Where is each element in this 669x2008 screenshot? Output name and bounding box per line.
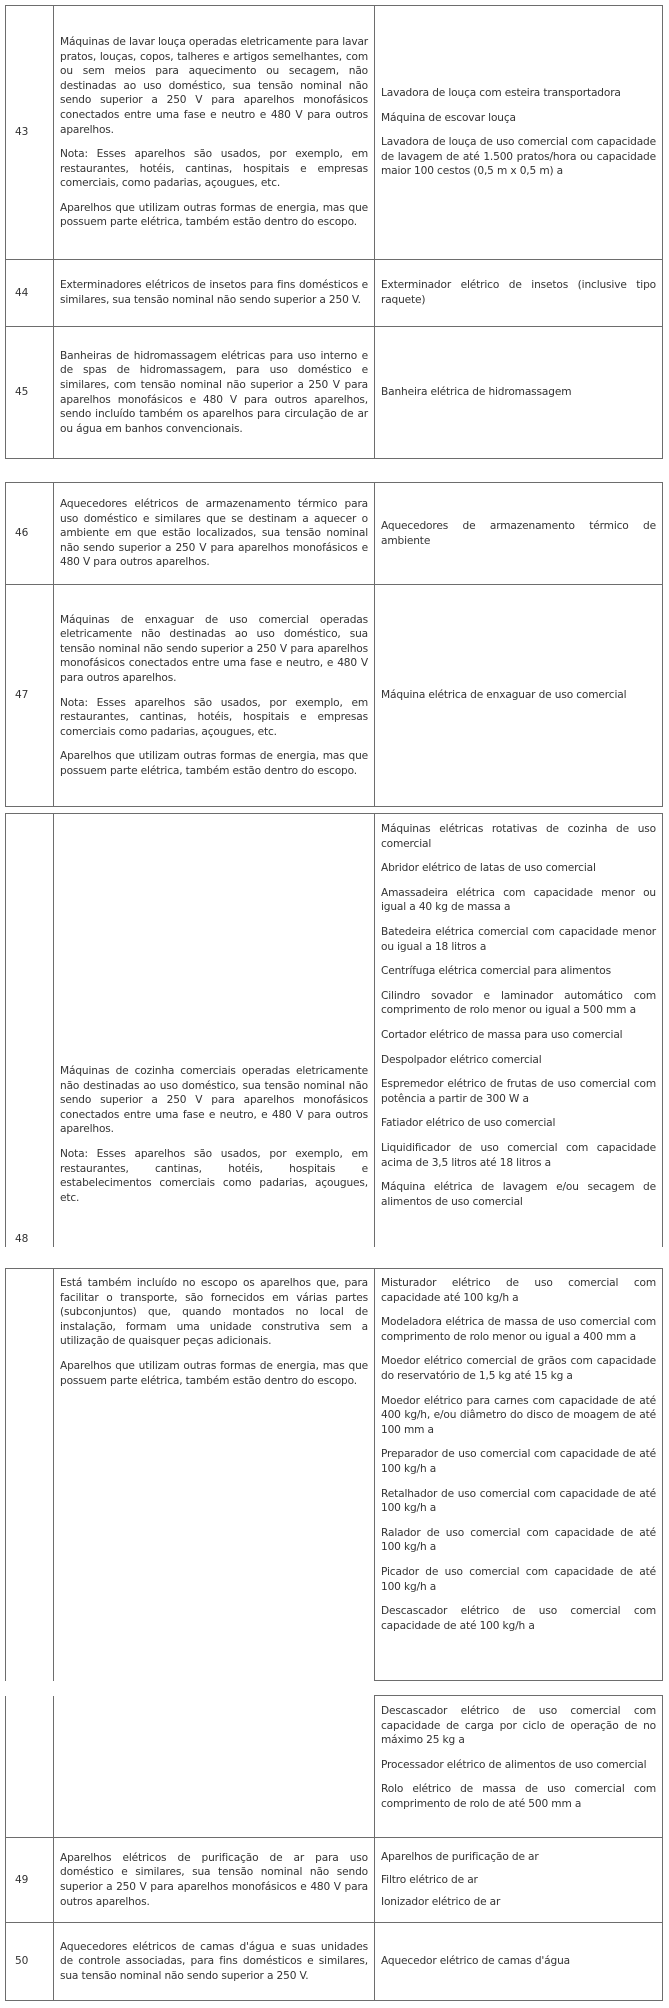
description-paragraph: Aparelhos elétricos de purificação de ar para uso doméstico e similares, sua tensão nominal não sendo superior a 250 V para aparelhos monofásicos e 480 V para outros aparelhos. [60,1851,368,1908]
row-number: 43 [6,6,54,260]
table-block-1 [5,5,663,459]
product-item: Modeladora elétrica de massa de uso comercial com comprimento de rolo menor ou igual a 400 mm a [381,1316,656,1343]
product-item: Despolpador elétrico comercial [381,1053,542,1066]
row-number: 47 [6,585,54,807]
row-number: 50 [6,1923,54,2001]
description-cell-empty [54,1696,375,1838]
product-item: Centrífuga elétrica comercial para alimentos [381,965,611,978]
product-item: Lavadora de louça de uso comercial com capacidade de lavagem de até 1.500 pratos/hora ou capacidade maior 100 cestos (0,5 m x 0,5 m) a [381,136,656,178]
product-item: Ralador de uso comercial com capacidade de até 100 kg/h a [381,1526,656,1554]
products-cell [375,6,663,260]
product-item: Cortador elétrico de massa para uso comercial [381,1028,623,1041]
table-row [6,260,663,327]
description-cell [54,1269,375,1681]
table-row [6,585,663,807]
row-number: 44 [6,260,54,327]
table-row [6,6,663,260]
table-row [6,327,663,459]
product-item: Exterminador elétrico de insetos (inclusive tipo raquete) [381,279,656,306]
description-paragraph: Aparelhos que utilizam outras formas de energia, mas que possuem parte elétrica, também estão dentro do escopo. [60,1359,368,1387]
product-item: Preparador de uso comercial com capacidade de até 100 kg/h a [381,1448,656,1475]
product-item: Batedeira elétrica comercial com capacidade menor ou igual a 18 litros a [381,925,656,953]
description-paragraph: Máquinas de cozinha comerciais operadas eletricamente não destinadas ao uso doméstico, sua tensão nominal não sendo superior a 250 V para aparelhos monofásicos conectados entre uma fase e neutro, e 480 V para outros aparelhos. [60,1065,368,1136]
description-paragraph: Máquinas de enxaguar de uso comercial operadas eletricamente não destinadas ao uso doméstico, sua tensão nominal não sendo superior a 250 V para aparelhos monofásicos conectados entre uma fase e neutro, e 480 V para outros aparelhos. [60,613,368,684]
description-cell [54,6,375,260]
product-item: Filtro elétrico de ar [381,1873,478,1886]
row-number: 45 [6,327,54,459]
product-item: Máquinas elétricas rotativas de cozinha de uso comercial [381,823,656,850]
description-paragraph: Aquecedores elétricos de armazenamento térmico para uso doméstico e similares que se destinam a aquecer o ambiente em que estão localizados, sua tensão nominal não sendo superior a 250 V para aparelhos monofásicos e 480 V para outros aparelhos. [60,498,368,569]
products-cell [375,814,663,1247]
description-paragraph: Aparelhos que utilizam outras formas de energia, mas que possuem parte elétrica, também estão dentro do escopo. [60,201,368,229]
description-note: Nota: Esses aparelhos são usados, por exemplo, em restaurantes, cantinas, hotéis, hospitais e empresas comerciais como padarias, açougues, etc. [60,696,368,738]
row-number: 46 [6,483,54,585]
product-item: Máquina elétrica de lavagem e/ou secagem de alimentos de uso comercial [381,1181,656,1208]
table-block-5 [5,1695,663,2001]
product-item: Banheira elétrica de hidromassagem [381,386,572,399]
products-cell [375,1696,663,1838]
product-item: Cilindro sovador e laminador automático com comprimento de rolo menor ou igual a 500 mm a [381,989,656,1017]
product-item: Liquidificador de uso comercial com capacidade acima de 3,5 litros até 18 litros a [381,1141,656,1169]
description-paragraph: Está também incluído no escopo os aparelhos que, para facilitar o transporte, são fornecidos em várias partes (subconjuntos) que, quando montados no local de instalação, formam uma unidade construtiva sem a utilização de quaisquer peças adicionais. [60,1277,368,1348]
row-number: 48 [6,814,54,1247]
description-cell [54,1923,375,2001]
table-block-2 [5,482,663,807]
product-item: Retalhador de uso comercial com capacidade de até 100 kg/h a [381,1487,656,1515]
product-item: Descascador elétrico de uso comercial com capacidade de carga por ciclo de operação de no máximo 25 kg a [381,1705,656,1747]
product-item: Abridor elétrico de latas de uso comercial [381,862,596,875]
description-note: Nota: Esses aparelhos são usados, por exemplo, em restaurantes, hotéis, cantinas, hospitais e empresas comerciais, como padarias, açougues, etc. [60,148,368,190]
table-row [6,1269,663,1681]
product-item: Picador de uso comercial com capacidade de até 100 kg/h a [381,1565,656,1593]
product-item: Misturador elétrico de uso comercial com capacidade até 100 kg/h a [381,1277,656,1304]
row-number: 49 [6,1838,54,1923]
products-cell [375,1923,663,2001]
product-item: Moedor elétrico comercial de grãos com capacidade do reservatório de 1,5 kg até 15 kg a [381,1355,656,1382]
table-row [6,483,663,585]
table-row [6,1923,663,2001]
product-item: Amassadeira elétrica com capacidade menor ou igual a 40 kg de massa a [381,886,656,914]
table-block-4 [5,1268,663,1681]
products-cell [375,585,663,807]
products-cell [375,483,663,585]
description-paragraph: Máquinas de lavar louça operadas eletricamente para lavar pratos, louças, copos, talheres e artigos semelhantes, com ou sem meios para aquecimento ou secagem, não destinadas ao uso doméstico, sua tensão nominal não sendo superior a 250 V para aparelhos monofásicos conectados entre uma fase e neutro e 480 V para outros aparelhos. [60,35,368,136]
product-item: Descascador elétrico de uso comercial com capacidade de até 100 kg/h a [381,1605,656,1632]
description-cell [54,483,375,585]
row-number-empty [6,1696,54,1838]
description-paragraph: Aquecedores elétricos de camas d'água e suas unidades de controle associadas, para fins domésticos e similares, sua tensão nominal não sendo superior a 250 V. [60,1940,368,1982]
description-paragraph: Aparelhos que utilizam outras formas de energia, mas que possuem parte elétrica, também estão dentro do escopo. [60,750,368,777]
product-item: Aquecedor elétrico de camas d'água [381,1955,570,1968]
product-item: Lavadora de louça com esteira transportadora [381,87,621,100]
product-item: Moedor elétrico para carnes com capacidade de até 400 kg/h, e/ou diâmetro do disco de moagem de até 100 mm a [381,1394,656,1436]
products-cell [375,1838,663,1923]
product-item: Máquina de escovar louça [381,111,516,124]
product-item: Ionizador elétrico de ar [381,1896,501,1909]
description-cell [54,327,375,459]
table-block-3 [5,813,663,1247]
description-cell [54,814,375,1247]
description-cell [54,585,375,807]
description-paragraph: Banheiras de hidromassagem elétricas para uso interno e de spas de hidromassagem, para uso doméstico e similares, com tensão nominal não superior a 250 V para aparelhos monofásicos e 480 V para outros aparelhos, sendo incluído também os aparelhos para circulação de ar ou água em banhos convencionais. [60,349,368,435]
product-item: Rolo elétrico de massa de uso comercial com comprimento de rolo de até 500 mm a [381,1783,656,1810]
products-cell [375,260,663,327]
product-item: Fatiador elétrico de uso comercial [381,1117,556,1130]
table-row [6,1696,663,1838]
description-paragraph: Exterminadores elétricos de insetos para fins domésticos e similares, sua tensão nominal não sendo superior a 250 V. [60,279,368,306]
product-item: Máquina elétrica de enxaguar de uso comercial [381,689,627,702]
product-item: Aparelhos de purificação de ar [381,1851,539,1864]
description-cell [54,260,375,327]
product-item: Aquecedores de armazenamento térmico de ambiente [381,519,656,547]
products-cell [375,1269,663,1681]
table-row [6,1838,663,1923]
table-row [6,814,663,1247]
description-cell [54,1838,375,1923]
description-note: Nota: Esses aparelhos são usados, por exemplo, em restaurantes, cantinas, hotéis, hospitais e estabelecimentos comerciais como padarias, açougues, etc. [60,1147,368,1204]
row-number-empty [6,1269,54,1681]
products-cell [375,327,663,459]
product-item: Processador elétrico de alimentos de uso comercial [381,1758,647,1771]
product-item: Espremedor elétrico de frutas de uso comercial com potência a partir de 300 W a [381,1078,656,1105]
